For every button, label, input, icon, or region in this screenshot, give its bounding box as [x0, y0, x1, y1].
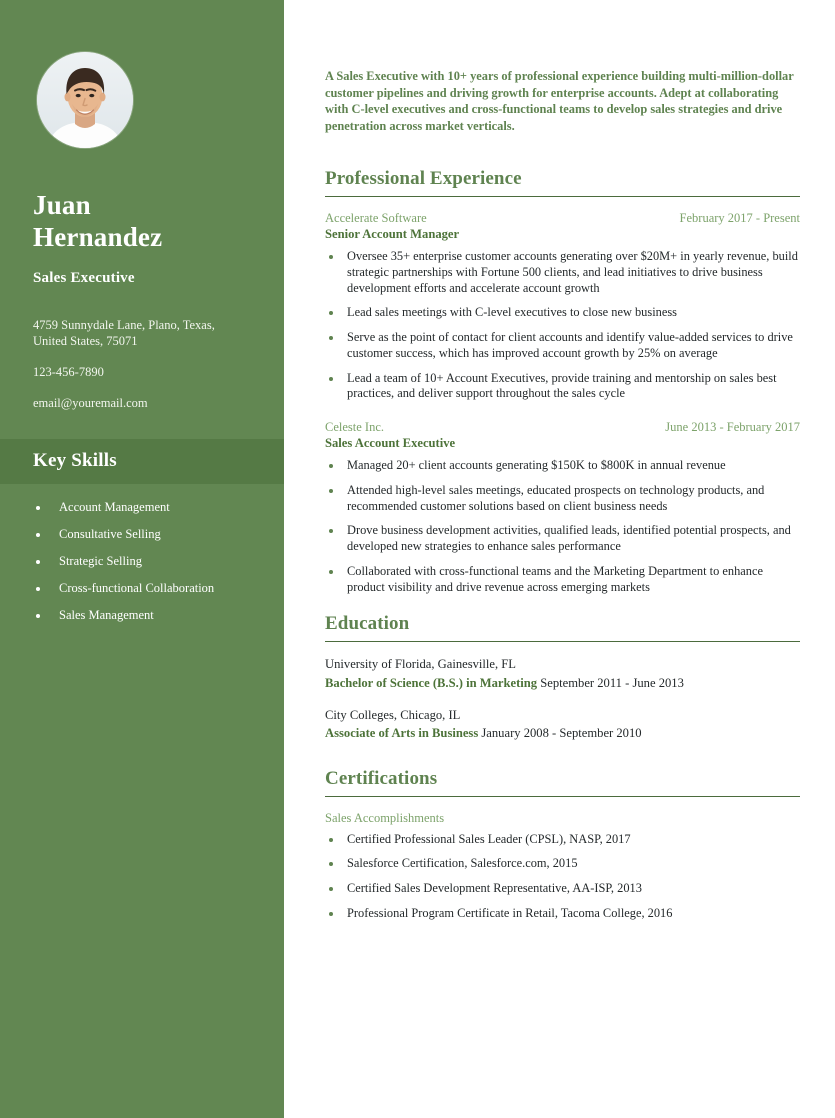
degree-name: Associate of Arts in Business: [325, 726, 479, 741]
professional-summary: A Sales Executive with 10+ years of professional experience building multi-million-dollar customer pipelines and driving growth for enterprise accounts. Adept at collaborating with C-level executives and cross-functional teams to develop sales strategies and drive penetration across market verticals.: [325, 69, 794, 133]
company-name: Accelerate Software: [325, 211, 427, 225]
bullet-icon: [329, 336, 333, 340]
list-item: [36, 581, 264, 596]
bullet-text: Attended high-level sales meetings, educated prospects on technology products, and recommended customer solutions based on client business needs: [347, 482, 765, 513]
experience-entry: [325, 420, 800, 595]
bullet-icon: [329, 862, 333, 866]
experience-header-row: [325, 420, 800, 435]
main-content: [284, 0, 835, 1118]
bullet-icon: [329, 255, 333, 259]
list-item: [325, 523, 800, 555]
list-item: [325, 371, 800, 403]
address-line-1: 4759 Sunnydale Lane, Plano, Texas,: [33, 317, 215, 332]
list-item: [325, 330, 800, 362]
bullet-icon: [36, 533, 40, 537]
responsibility-list: [325, 458, 800, 595]
sidebar: [0, 0, 284, 1118]
bullet-text: Managed 20+ client accounts generating $150K to $800K in annual revenue: [347, 458, 726, 472]
education-entry: [325, 656, 800, 691]
education-dates: September 2011 - June 2013: [540, 675, 684, 690]
degree-name: Bachelor of Science (B.S.) in Marketing: [325, 675, 538, 690]
list-item: [325, 458, 800, 474]
list-item: [325, 832, 800, 848]
bullet-icon: [36, 506, 40, 510]
bullet-icon: [329, 570, 333, 574]
bullet-icon: [329, 489, 333, 493]
bullet-icon: [329, 838, 333, 842]
section-divider: [325, 641, 800, 642]
education-dates: January 2008 - September 2010: [481, 726, 642, 741]
bullet-icon: [36, 587, 40, 591]
certifications-list: [325, 832, 800, 922]
section-certifications: [325, 768, 800, 922]
list-item: [325, 249, 800, 296]
section-education: [325, 613, 800, 741]
school-name: City Colleges, Chicago, IL: [325, 707, 461, 722]
list-item: [36, 500, 264, 515]
profile-photo-icon: [37, 52, 133, 148]
avatar: [37, 52, 133, 148]
school-name: University of Florida, Gainesville, FL: [325, 657, 516, 672]
avatar-container: [0, 0, 284, 148]
certification-text: Certified Sales Development Representative, AA-ISP, 2013: [347, 881, 642, 896]
degree-row: [325, 675, 800, 691]
skill-label: Consultative Selling: [59, 526, 161, 541]
section-divider: [325, 196, 800, 197]
skill-label: Account Management: [59, 499, 170, 514]
section-heading: Education: [325, 613, 410, 635]
list-item: [325, 305, 800, 321]
bullet-text: Lead a team of 10+ Account Executives, provide training and mentorship on sales best practices, and deliver support throughout the sales cycle: [347, 370, 777, 401]
bullet-icon: [329, 887, 333, 891]
email[interactable]: email@youremail.com: [33, 395, 148, 410]
experience-header-row: [325, 211, 800, 226]
section-professional-experience: [325, 168, 800, 595]
list-item: [36, 527, 264, 542]
contact-block: [0, 287, 284, 412]
responsibility-list: [325, 249, 800, 402]
key-skills-list: [0, 484, 284, 623]
certification-text: Salesforce Certification, Salesforce.com, 2015: [347, 856, 578, 871]
bullet-text: Lead sales meetings with C-level executives to close new business: [347, 305, 677, 320]
bullet-icon: [329, 912, 333, 916]
section-heading: Professional Experience: [325, 168, 522, 189]
address-line-2: United States, 75071: [33, 334, 138, 349]
bullet-text: Oversee 35+ enterprise customer accounts generating over $20M+ in yearly revenue, build strategic partnerships with Fortune 500 clients, and lead initiatives to drive business development efforts and accelerate account growth: [347, 249, 798, 295]
address: [33, 317, 254, 351]
job-role-title: Senior Account Manager: [325, 227, 460, 241]
section-divider: [325, 796, 800, 797]
key-skills-heading: Key Skills: [33, 450, 117, 472]
last-name: Hernandez: [33, 221, 163, 252]
bullet-icon: [329, 311, 333, 315]
experience-entry: [325, 211, 800, 402]
list-item: [325, 483, 800, 515]
bullet-text: Serve as the point of contact for client accounts and identify value-added services to drive customer success, which has improved account growth by 25% on average: [347, 330, 793, 360]
company-name: Celeste Inc.: [325, 420, 385, 434]
phone[interactable]: 123-456-7890: [33, 365, 104, 380]
name-block: [0, 148, 284, 287]
employment-dates: June 2013 - February 2017: [665, 420, 800, 434]
list-item: [36, 608, 264, 623]
bullet-icon: [329, 529, 333, 533]
certification-text: Professional Program Certificate in Retail, Tacoma College, 2016: [347, 905, 673, 920]
employment-dates: February 2017 - Present: [679, 211, 800, 225]
section-heading: Certifications: [325, 767, 438, 789]
skill-label: Sales Management: [59, 607, 154, 622]
bullet-icon: [36, 614, 40, 618]
job-role-title: Sales Account Executive: [325, 436, 456, 450]
skill-label: Cross-functional Collaboration: [59, 580, 215, 595]
list-item: [325, 906, 800, 922]
skill-label: Strategic Selling: [59, 553, 142, 568]
certification-text: Certified Professional Sales Leader (CPSL), NASP, 2017: [347, 831, 631, 846]
key-skills-header: [0, 439, 284, 484]
bullet-icon: [36, 560, 40, 564]
bullet-icon: [329, 464, 333, 468]
list-item: [325, 881, 800, 897]
degree-row: [325, 725, 800, 741]
bullet-text: Collaborated with cross-functional teams and the Marketing Department to enhance product visibility and drive revenue across emerging markets: [347, 563, 763, 594]
list-item: [325, 856, 800, 872]
bullet-text: Drove business development activities, qualified leads, identified potential prospects, and developed new strategies to enhance sales performance: [347, 523, 791, 553]
first-name: Juan: [33, 190, 91, 220]
education-entry: [325, 707, 800, 742]
list-item: [325, 564, 800, 596]
full-name: [33, 190, 254, 254]
bullet-icon: [329, 377, 333, 381]
list-item: [36, 554, 264, 569]
certifications-group-title: Sales Accomplishments: [325, 810, 445, 825]
job-title: Sales Executive: [33, 269, 135, 286]
